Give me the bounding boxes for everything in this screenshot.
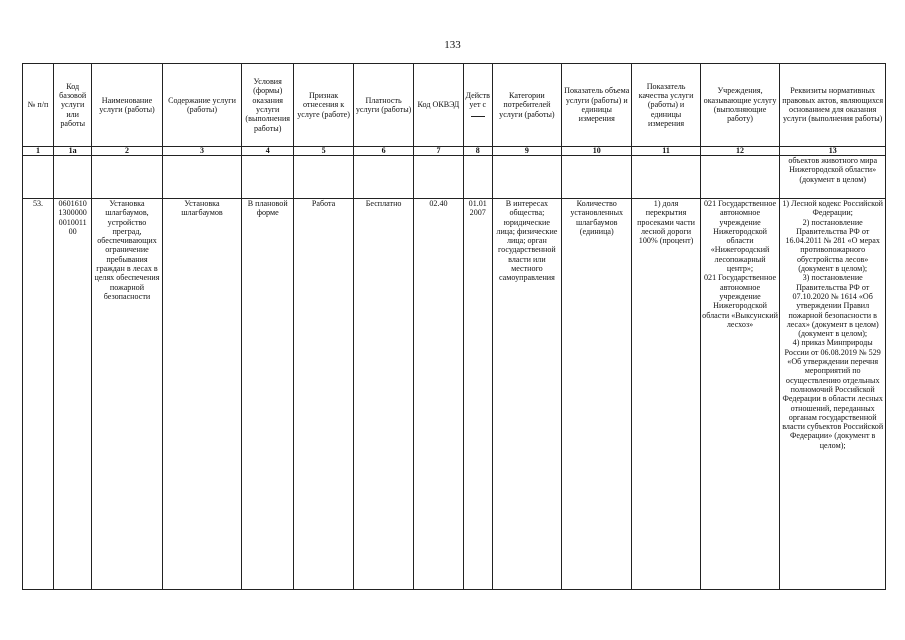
services-registry-table <box>22 63 886 590</box>
header-cell: № п/п <box>23 64 54 147</box>
header-cell: Платность услуги (работы) <box>354 64 414 147</box>
header-cell: Показатель качества услуги (работы) и единицы измерения <box>632 64 700 147</box>
column-number: 2 <box>92 147 162 156</box>
service-payment: Бесплатно <box>354 199 414 590</box>
column-number: 13 <box>780 147 886 156</box>
column-number: 4 <box>242 147 294 156</box>
header-cell: Код базовой услуги или работы <box>54 64 92 147</box>
column-number: 10 <box>562 147 632 156</box>
column-number-row <box>23 147 886 156</box>
continuation-acts-text: объектов животного мира Нижегородской области» (документ в целом) <box>780 156 886 199</box>
page-number: 133 <box>444 39 461 51</box>
service-name: Установка шлагбаумов, устройство преград, обеспечивающих ограничение пребывания граждан в лесах в целях обеспечения пожарной безопасности <box>92 199 162 590</box>
consumer-categories: В интересах общества; юридические лица; физические лица; орган государственной власти или местного самоуправления <box>492 199 561 590</box>
service-attribute: Работа <box>294 199 354 590</box>
header-cell: Наименование услуги (работы) <box>92 64 162 147</box>
column-number: 1а <box>54 147 92 156</box>
header-cell: Учреждения, оказывающие услугу (выполняющие работу) <box>700 64 780 147</box>
column-number: 6 <box>354 147 414 156</box>
dash-line <box>471 116 485 117</box>
column-number: 9 <box>492 147 561 156</box>
column-number: 3 <box>162 147 242 156</box>
header-cell: Показатель объема услуги (работы) и единицы измерения <box>562 64 632 147</box>
service-content: Установка шлагбаумов <box>162 199 242 590</box>
header-cell-text: Действует с <box>465 91 490 110</box>
header-cell: Условия (формы) оказания услуги (выполнения работы) <box>242 64 294 147</box>
continuation-row <box>23 156 886 199</box>
table-row <box>23 199 886 590</box>
quality-indicator: 1) доля перекрытия просеками части лесной дороги 100% (процент) <box>632 199 700 590</box>
header-row <box>23 64 886 147</box>
column-number: 7 <box>414 147 464 156</box>
service-code: 0601610 1300000 0010011 00 <box>54 199 92 590</box>
row-number: 53. <box>23 199 54 590</box>
volume-indicator: Количество установленных шлагбаумов (единица) <box>562 199 632 590</box>
column-number: 8 <box>463 147 492 156</box>
header-cell: Категории потребителей услуги (работы) <box>492 64 561 147</box>
column-number: 12 <box>700 147 780 156</box>
institutions: 021 Государственное автономное учреждение Нижегородской области «Нижегородский лесопожарный центр»; 021 Государственное автономное учреждение Нижегородской области «Выксунский лесхоз» <box>700 199 780 590</box>
header-cell: Содержание услуги (работы) <box>162 64 242 147</box>
header-cell: Код ОКВЭД <box>414 64 464 147</box>
column-number: 1 <box>23 147 54 156</box>
header-cell: Признак отнесения к услуге (работе) <box>294 64 354 147</box>
header-cell-effective-from <box>463 64 492 147</box>
service-conditions: В плановой форме <box>242 199 294 590</box>
column-number: 11 <box>632 147 700 156</box>
effective-date: 01.01 2007 <box>463 199 492 590</box>
header-cell: Реквизиты нормативных правовых актов, являющихся основанием для оказания услуги (выполнения работы) <box>780 64 886 147</box>
column-number: 5 <box>294 147 354 156</box>
legal-acts: 1) Лесной кодекс Российской Федерации; 2) постановление Правительства РФ от 16.04.2011 № 281 «О мерах противопожарного обустройства лесов» (документ в целом); 3) постановление Правительства РФ от 07.10.2020 № 1614 «Об утверждении Правил пожарной безопасности в лесах» (документ в целом) (документ в целом); 4) приказ Минприроды России от 06.08.2019 № 529 «Об утверждении перечня мероприятий по осуществлению отдельных полномочий Российской Федерации в области лесных отношений, переданных органам государственной власти субъектов Российской Федерации» (документ в целом); <box>780 199 886 590</box>
okved-code: 02.40 <box>414 199 464 590</box>
